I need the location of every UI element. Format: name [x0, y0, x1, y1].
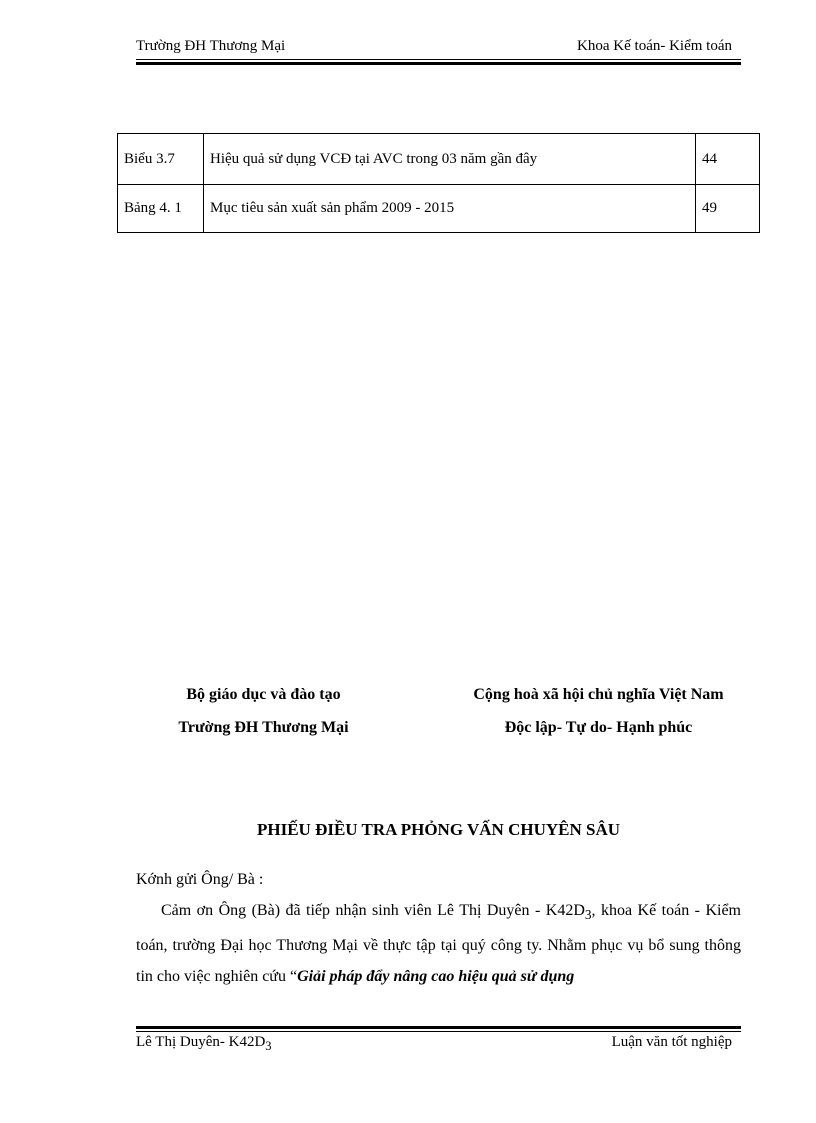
form-body: [136, 864, 741, 992]
body-emphasis: Giải pháp đẩy nâng cao hiệu quả sử dụng: [297, 968, 575, 986]
footer-rule-thick: [136, 1026, 741, 1029]
header-school: Trường ĐH Thương Mại: [136, 38, 286, 54]
toc-page: 49: [696, 185, 760, 233]
body-paragraph: [136, 895, 741, 992]
toc-title: Mục tiêu sản xuất sản phẩm 2009 - 2015: [204, 185, 696, 233]
body-subscript: 3: [584, 907, 592, 923]
school-name: Trường ĐH Thương Mại: [178, 719, 349, 736]
body-text-1: Cảm ơn Ông (Bà) đã tiếp nhận sinh viên Lê Thị Duyên - K42D: [161, 902, 585, 919]
header-faculty: Khoa Kế toán- Kiểm toán: [577, 38, 732, 54]
footer-author-sub: 3: [265, 1039, 272, 1053]
body-text-2: , khoa Kế toán - Kiểm toán, trường Đại học Thương Mại về thực tập tại quý công ty. Nhằm phục vụ bổ sung thông tin cho việc nghiên cứu “: [136, 902, 741, 986]
toc-table: [117, 133, 760, 233]
greeting: Kớnh gửi Ông/ Bà :: [136, 871, 264, 888]
footer-author-name: Lê Thị Duyên- K42D: [136, 1034, 266, 1050]
form-title: PHIẾU ĐIỀU TRA PHỎNG VẤN CHUYÊN SÂU: [256, 820, 621, 839]
national-motto: Độc lập- Tự do- Hạnh phúc: [504, 719, 693, 736]
toc-title: Hiệu quả sử dụng VCĐ tại AVC trong 03 năm gần đây: [204, 134, 696, 185]
toc-label: Biểu 3.7: [118, 134, 204, 185]
header-rule-thin: [136, 59, 741, 60]
table-row: [118, 134, 760, 185]
toc-label: Bảng 4. 1: [118, 185, 204, 233]
footer-author: [136, 1034, 272, 1054]
footer-rule-thin: [136, 1031, 741, 1032]
header-rule-thick: [136, 62, 741, 65]
table-row: [118, 185, 760, 233]
toc-page: 44: [696, 134, 760, 185]
footer-thesis-type: Luận văn tốt nghiệp: [611, 1034, 732, 1050]
national-title: Cộng hoà xã hội chủ nghĩa Việt Nam: [473, 686, 724, 703]
ministry-name: Bộ giáo dục và đào tạo: [186, 686, 341, 703]
